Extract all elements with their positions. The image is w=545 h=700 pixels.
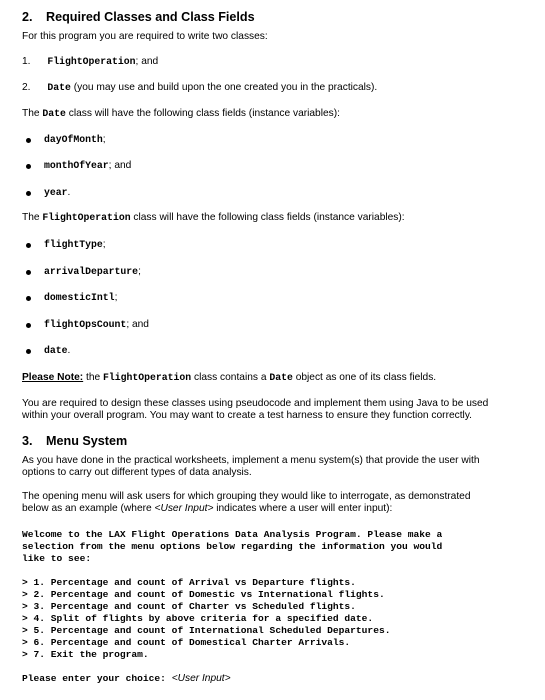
bullet-icon [26, 323, 31, 328]
text: class will have the following class fields (instance variables): [65, 108, 340, 119]
menu-paragraph-line [22, 503, 392, 514]
note-label: Please Note: [22, 372, 84, 383]
bullet-icon [26, 138, 31, 143]
prompt-text: Please enter your choice: [22, 673, 172, 684]
code-line: selection from the menu options below regarding the information you would [22, 541, 443, 552]
field-name: monthOfYear [44, 160, 109, 171]
user-input-placeholder: <User Input> [171, 673, 231, 684]
field-name: date [44, 345, 68, 356]
class-name: Date [42, 108, 66, 119]
intro-text: For this program you are required to write two classes: [22, 31, 268, 42]
date-class-intro [22, 108, 340, 119]
list-item [44, 319, 149, 330]
text: The [22, 212, 43, 223]
text: class contains a [191, 372, 270, 383]
code-line: Welcome to the LAX Flight Operations Data Analysis Program. Please make a [22, 529, 443, 540]
list-text: . [67, 187, 71, 198]
field-name: year [44, 187, 68, 198]
list-text: ; [102, 239, 106, 250]
section-number: 3. [22, 434, 33, 448]
bullet-icon [26, 164, 31, 169]
list-item [44, 345, 70, 356]
section-3-heading [22, 434, 127, 448]
bullet-icon [26, 349, 31, 354]
menu-option: > 2. Percentage and count of Domestic vs International flights. [22, 589, 385, 600]
section-title: Menu System [46, 434, 128, 448]
section-title: Required Classes and Class Fields [46, 10, 255, 24]
list-text: ; [102, 134, 106, 145]
class-name: Date [269, 372, 293, 383]
list-text: (you may use and build upon the one created you in the practicals). [70, 82, 378, 93]
design-paragraph-line: You are required to design these classes using pseudocode and implement them using Java to be used [22, 398, 489, 409]
section-number: 2. [22, 10, 33, 24]
list-item [44, 292, 117, 303]
menu-option: > 5. Percentage and count of International Scheduled Departures. [22, 625, 391, 636]
class-name: FlightOperation [47, 56, 136, 67]
note-paragraph [22, 372, 436, 383]
class-name: Date [47, 82, 71, 93]
list-item [44, 239, 106, 250]
list-number: 2. [22, 82, 31, 93]
menu-option: > 4. Split of flights by above criteria for a specified date. [22, 613, 374, 624]
bullet-icon [26, 270, 31, 275]
text: class will have the following class fields (instance variables): [130, 212, 405, 223]
text: The [22, 108, 43, 119]
field-name: flightType [44, 239, 103, 250]
list-item [44, 134, 106, 145]
flight-class-intro [22, 212, 405, 223]
bullet-icon [26, 296, 31, 301]
class-name: FlightOperation [42, 212, 131, 223]
bullet-icon [26, 243, 31, 248]
list-text: ; and [135, 56, 159, 67]
field-name: arrivalDeparture [44, 266, 139, 277]
field-name: dayOfMonth [44, 134, 103, 145]
bullet-icon [26, 191, 31, 196]
menu-option: > 3. Percentage and count of Charter vs Scheduled flights. [22, 601, 356, 612]
list-item [44, 266, 141, 277]
list-text: . [67, 345, 71, 356]
section-2-heading [22, 10, 255, 24]
menu-option: > 6. Percentage and count of Domestical Charter Arrivals. [22, 637, 351, 648]
list-number: 1. [22, 56, 31, 67]
list-item [44, 160, 131, 171]
list-item [44, 187, 70, 198]
menu-paragraph-line: As you have done in the practical worksheets, implement a menu system(s) that provide the user with [22, 455, 480, 466]
list-text: ; and [126, 319, 149, 330]
list-item [22, 82, 377, 93]
design-paragraph-line: within your overall program. You may want to create a test harness to ensure they function correctly. [22, 410, 472, 421]
user-input-placeholder: <User Input> [154, 503, 214, 514]
menu-paragraph-line: options to carry out different types of data analysis. [22, 467, 252, 478]
list-text: ; [114, 292, 118, 303]
text: the [83, 372, 103, 383]
menu-option: > 1. Percentage and count of Arrival vs Departure flights. [22, 577, 356, 588]
prompt-line [22, 673, 231, 684]
list-item [22, 56, 158, 67]
menu-paragraph-line: The opening menu will ask users for which grouping they would like to interrogate, as demonstrated [22, 491, 471, 502]
text: below as an example (where [22, 503, 155, 514]
list-text: ; [138, 266, 141, 277]
field-name: flightOpsCount [44, 319, 127, 330]
field-name: domesticIntl [44, 292, 115, 303]
text: object as one of its class fields. [292, 372, 437, 383]
list-text: ; and [108, 160, 132, 171]
class-name: FlightOperation [102, 372, 192, 383]
menu-option: > 7. Exit the program. [22, 649, 149, 660]
text: indicates where a user will enter input): [213, 503, 393, 514]
code-line: like to see: [22, 553, 92, 564]
